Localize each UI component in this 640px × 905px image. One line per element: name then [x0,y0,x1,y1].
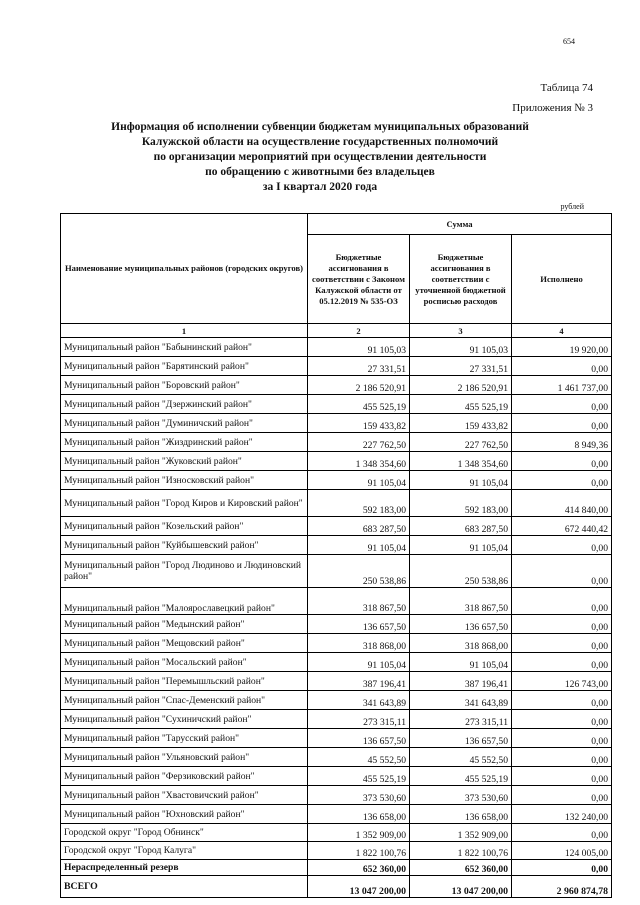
law-allocation-value: 455 525,19 [308,767,410,786]
law-allocation-value: 227 762,50 [308,433,410,452]
revised-allocation-value: 318 867,50 [410,588,512,615]
revised-allocation-value: 683 287,50 [410,517,512,536]
column-header-law-allocation: Бюджетные ассигнования в соответствии с Законом Калужской области от 05.12.2019 № 535-ОЗ [308,235,410,324]
fulfilled-value: 0,00 [512,653,612,672]
revised-allocation-value: 91 105,04 [410,536,512,555]
table-row [61,471,612,490]
district-name: Городской округ "Город Обнинск" [61,824,308,842]
district-name: Городской округ "Город Калуга" [61,842,308,860]
title-line: за I квартал 2020 года [262,181,378,193]
revised-allocation-value: 91 105,04 [410,653,512,672]
table-row [61,395,612,414]
table-row [61,653,612,672]
fulfilled-value: 0,00 [512,729,612,748]
table-row [61,536,612,555]
table-row [61,588,612,615]
fulfilled-value: 0,00 [512,634,612,653]
fulfilled-value: 132 240,00 [512,805,612,824]
reserve-name: Нераспределенный резерв [61,860,308,876]
district-name: Муниципальный район "Ферзиковский район" [61,767,308,786]
revised-allocation-value: 136 657,50 [410,615,512,634]
district-name: Муниципальный район "Жиздринский район" [61,433,308,452]
table-row [61,691,612,710]
district-name: Муниципальный район "Износковский район" [61,471,308,490]
fulfilled-value: 672 440,42 [512,517,612,536]
district-name: Муниципальный район "Мосальский район" [61,653,308,672]
district-name: Муниципальный район "Куйбышевский район" [61,536,308,555]
fulfilled-value: 0,00 [512,860,612,876]
revised-allocation-value: 373 530,60 [410,786,512,805]
district-name: Муниципальный район "Тарусский район" [61,729,308,748]
revised-allocation-value: 273 315,11 [410,710,512,729]
law-allocation-value: 387 196,41 [308,672,410,691]
law-allocation-value: 2 186 520,91 [308,376,410,395]
fulfilled-value: 0,00 [512,395,612,414]
column-number: 3 [410,324,512,338]
revised-allocation-value: 136 658,00 [410,805,512,824]
revised-allocation-value: 1 822 100,76 [410,842,512,860]
law-allocation-value: 91 105,04 [308,536,410,555]
table-row [61,517,612,536]
revised-allocation-value: 91 105,04 [410,471,512,490]
fulfilled-value: 0,00 [512,710,612,729]
revised-allocation-value: 1 352 909,00 [410,824,512,842]
title-line: Информация об исполнении субвенции бюджетам муниципальных образований [111,121,529,133]
table-row [61,555,612,588]
revised-allocation-value: 592 183,00 [410,490,512,517]
fulfilled-value: 124 005,00 [512,842,612,860]
table-number: Таблица 74 [540,82,593,94]
table-row [61,414,612,433]
district-name: Муниципальный район "Ульяновский район" [61,748,308,767]
revised-allocation-value: 136 657,50 [410,729,512,748]
fulfilled-value: 0,00 [512,786,612,805]
law-allocation-value: 1 352 909,00 [308,824,410,842]
law-allocation-value: 91 105,04 [308,471,410,490]
district-name: Муниципальный район "Спас-Деменский район" [61,691,308,710]
law-allocation-value: 683 287,50 [308,517,410,536]
law-allocation-value: 592 183,00 [308,490,410,517]
law-allocation-value: 373 530,60 [308,786,410,805]
revised-allocation-value: 341 643,89 [410,691,512,710]
revised-allocation-value: 45 552,50 [410,748,512,767]
table-row [61,805,612,824]
district-name: Муниципальный район "Перемышльский район" [61,672,308,691]
table-row [61,338,612,357]
fulfilled-value: 0,00 [512,691,612,710]
law-allocation-value: 273 315,11 [308,710,410,729]
table-row [61,433,612,452]
fulfilled-value: 19 920,00 [512,338,612,357]
column-header-sum: Сумма [308,214,612,235]
district-name: Муниципальный район "Думиничский район" [61,414,308,433]
law-allocation-value: 136 657,50 [308,615,410,634]
column-header-name: Наименование муниципальных районов (городских округов) [61,214,308,324]
fulfilled-value: 126 743,00 [512,672,612,691]
subvention-table [60,213,612,898]
law-allocation-value: 250 538,86 [308,555,410,588]
title-line: Калужской области на осуществление государственных полномочий [141,136,499,148]
table-row [61,824,612,842]
table-row [61,710,612,729]
district-name: Муниципальный район "Медынский район" [61,615,308,634]
fulfilled-value: 0,00 [512,824,612,842]
district-name: Муниципальный район "Барятинский район" [61,357,308,376]
table-row [61,634,612,653]
law-allocation-value: 341 643,89 [308,691,410,710]
table-row [61,490,612,517]
revised-allocation-value: 652 360,00 [410,860,512,876]
revised-allocation-value: 159 433,82 [410,414,512,433]
fulfilled-value: 8 949,36 [512,433,612,452]
table-row [61,842,612,860]
column-number: 4 [512,324,612,338]
fulfilled-value: 0,00 [512,555,612,588]
district-name: Муниципальный район "Мещовский район" [61,634,308,653]
total-law-allocation: 13 047 200,00 [308,876,410,898]
appendix-label: Приложения № 3 [512,102,593,114]
total-row [61,876,612,898]
law-allocation-value: 159 433,82 [308,414,410,433]
column-number: 2 [308,324,410,338]
law-allocation-value: 1 348 354,60 [308,452,410,471]
district-name: Муниципальный район "Город Киров и Кировский район" [61,490,308,517]
column-header-revised-allocation: Бюджетные ассигнования в соответствии с уточненной бюджетной росписью расходов [410,235,512,324]
revised-allocation-value: 1 348 354,60 [410,452,512,471]
district-name: Муниципальный район "Дзержинский район" [61,395,308,414]
fulfilled-value: 0,00 [512,588,612,615]
district-name: Муниципальный район "Сухиничский район" [61,710,308,729]
fulfilled-value: 0,00 [512,748,612,767]
table-row [61,748,612,767]
table-row [61,786,612,805]
document-title [60,120,580,195]
column-number: 1 [61,324,308,338]
district-name: Муниципальный район "Жуковский район" [61,452,308,471]
law-allocation-value: 455 525,19 [308,395,410,414]
page-number: 654 [563,37,575,46]
revised-allocation-value: 91 105,03 [410,338,512,357]
fulfilled-value: 0,00 [512,536,612,555]
law-allocation-value: 652 360,00 [308,860,410,876]
fulfilled-value: 0,00 [512,767,612,786]
district-name: Муниципальный район "Юхновский район" [61,805,308,824]
district-name: Муниципальный район "Боровский район" [61,376,308,395]
law-allocation-value: 91 105,03 [308,338,410,357]
table-row [61,376,612,395]
table-row [61,615,612,634]
revised-allocation-value: 318 868,00 [410,634,512,653]
law-allocation-value: 318 868,00 [308,634,410,653]
title-line: по организации мероприятий при осуществлении деятельности [153,151,487,163]
column-header-fulfilled: Исполнено [512,235,612,324]
total-label: ВСЕГО [61,876,308,898]
district-name: Муниципальный район "Малоярославецкий район" [61,588,308,615]
law-allocation-value: 136 658,00 [308,805,410,824]
district-name: Муниципальный район "Хвастовичский район" [61,786,308,805]
law-allocation-value: 1 822 100,76 [308,842,410,860]
revised-allocation-value: 27 331,51 [410,357,512,376]
fulfilled-value: 1 461 737,00 [512,376,612,395]
fulfilled-value: 414 840,00 [512,490,612,517]
revised-allocation-value: 227 762,50 [410,433,512,452]
law-allocation-value: 136 657,50 [308,729,410,748]
title-line: по обращению с животными без владельцев [205,166,435,178]
fulfilled-value: 0,00 [512,357,612,376]
law-allocation-value: 45 552,50 [308,748,410,767]
units-label: рублей [560,202,584,211]
district-name: Муниципальный район "Город Людиново и Людиновский район" [61,555,308,588]
fulfilled-value: 0,00 [512,414,612,433]
revised-allocation-value: 387 196,41 [410,672,512,691]
district-name: Муниципальный район "Бабынинский район" [61,338,308,357]
revised-allocation-value: 2 186 520,91 [410,376,512,395]
revised-allocation-value: 250 538,86 [410,555,512,588]
law-allocation-value: 27 331,51 [308,357,410,376]
law-allocation-value: 91 105,04 [308,653,410,672]
fulfilled-value: 0,00 [512,471,612,490]
reserve-row [61,860,612,876]
fulfilled-value: 0,00 [512,615,612,634]
total-fulfilled: 2 960 874,78 [512,876,612,898]
table-row [61,672,612,691]
table-row [61,729,612,748]
table-row [61,452,612,471]
total-revised-allocation: 13 047 200,00 [410,876,512,898]
district-name: Муниципальный район "Козельский район" [61,517,308,536]
law-allocation-value: 318 867,50 [308,588,410,615]
table-row [61,357,612,376]
revised-allocation-value: 455 525,19 [410,395,512,414]
revised-allocation-value: 455 525,19 [410,767,512,786]
table-row [61,767,612,786]
fulfilled-value: 0,00 [512,452,612,471]
